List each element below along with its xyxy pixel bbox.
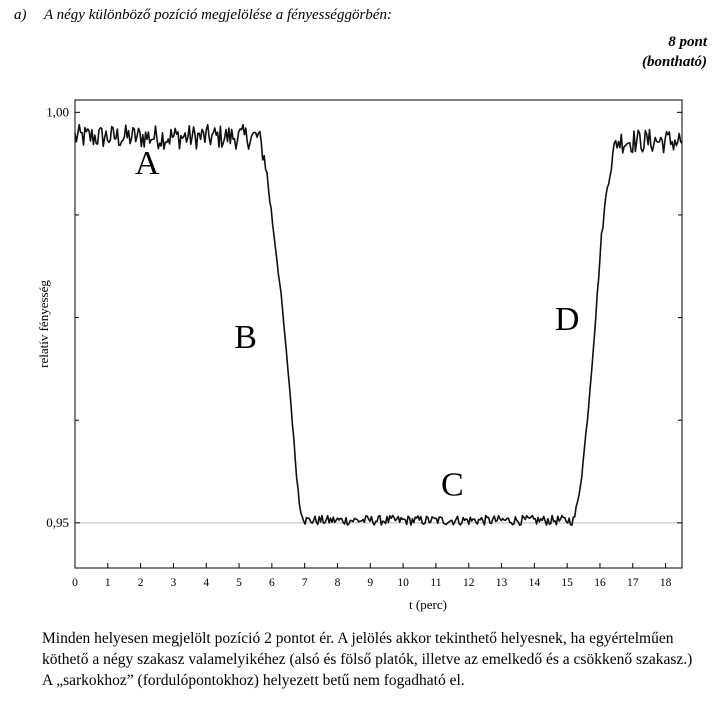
y-tick-label: 1,00 (46, 104, 69, 120)
x-tick-label: 1 (104, 577, 111, 589)
x-tick-label: 4 (203, 577, 210, 589)
light-curve-line (75, 125, 682, 526)
annotation-a: A (134, 144, 160, 182)
x-tick-label: 9 (367, 577, 374, 589)
x-tick-label: 12 (462, 577, 475, 589)
x-tick-label: 0 (72, 577, 78, 589)
x-tick-label: 16 (594, 577, 606, 589)
x-tick-label: 6 (268, 577, 275, 589)
x-tick-label: 2 (137, 577, 144, 589)
x-tick-label: 3 (170, 577, 177, 589)
y-tick-label: 0,95 (46, 514, 69, 530)
annotation-d: D (554, 300, 580, 338)
annotation-b: B (234, 318, 257, 356)
task-heading (14, 7, 392, 24)
score-box (642, 32, 707, 72)
x-tick-label: 13 (495, 577, 508, 589)
x-tick-label: 17 (627, 577, 639, 589)
task-label: a) (14, 7, 27, 23)
light-curve-chart (0, 92, 719, 622)
points-note: (bontható) (641, 54, 707, 70)
x-tick-label: 5 (236, 577, 242, 589)
x-tick-label: 10 (397, 577, 409, 589)
scoring-note: Minden helyesen megjelölt pozíció 2 pontot ér. A jelölés akkor tekinthető helyesnek, ha egyértelműen köthető a négy szakasz valamelyikéhez (alsó és fölső platók, illetve az emelkedő és a csökkenő szakasz.) A „sarkokhoz” (fordulópontokhoz) helyezett betű nem fogadható el. (42, 630, 693, 689)
annotation-c: C (440, 466, 464, 504)
plot-frame (75, 100, 682, 568)
x-tick-label: 11 (430, 577, 442, 589)
x-axis-label: t (perc) (409, 597, 447, 612)
x-tick-label: 14 (528, 577, 541, 589)
points-value: 8 pont (668, 34, 707, 50)
annotations (135, 145, 580, 504)
x-tick-label: 15 (561, 577, 573, 589)
x-tick-label: 8 (334, 577, 341, 589)
y-axis-label: relatív fényesség (36, 280, 51, 368)
x-tick-label: 7 (301, 577, 308, 589)
task-text: A négy különböző pozíció megjelölése a fényességgörbén: (43, 7, 392, 23)
x-axis-ticks (72, 563, 671, 589)
x-tick-label: 18 (659, 577, 672, 589)
